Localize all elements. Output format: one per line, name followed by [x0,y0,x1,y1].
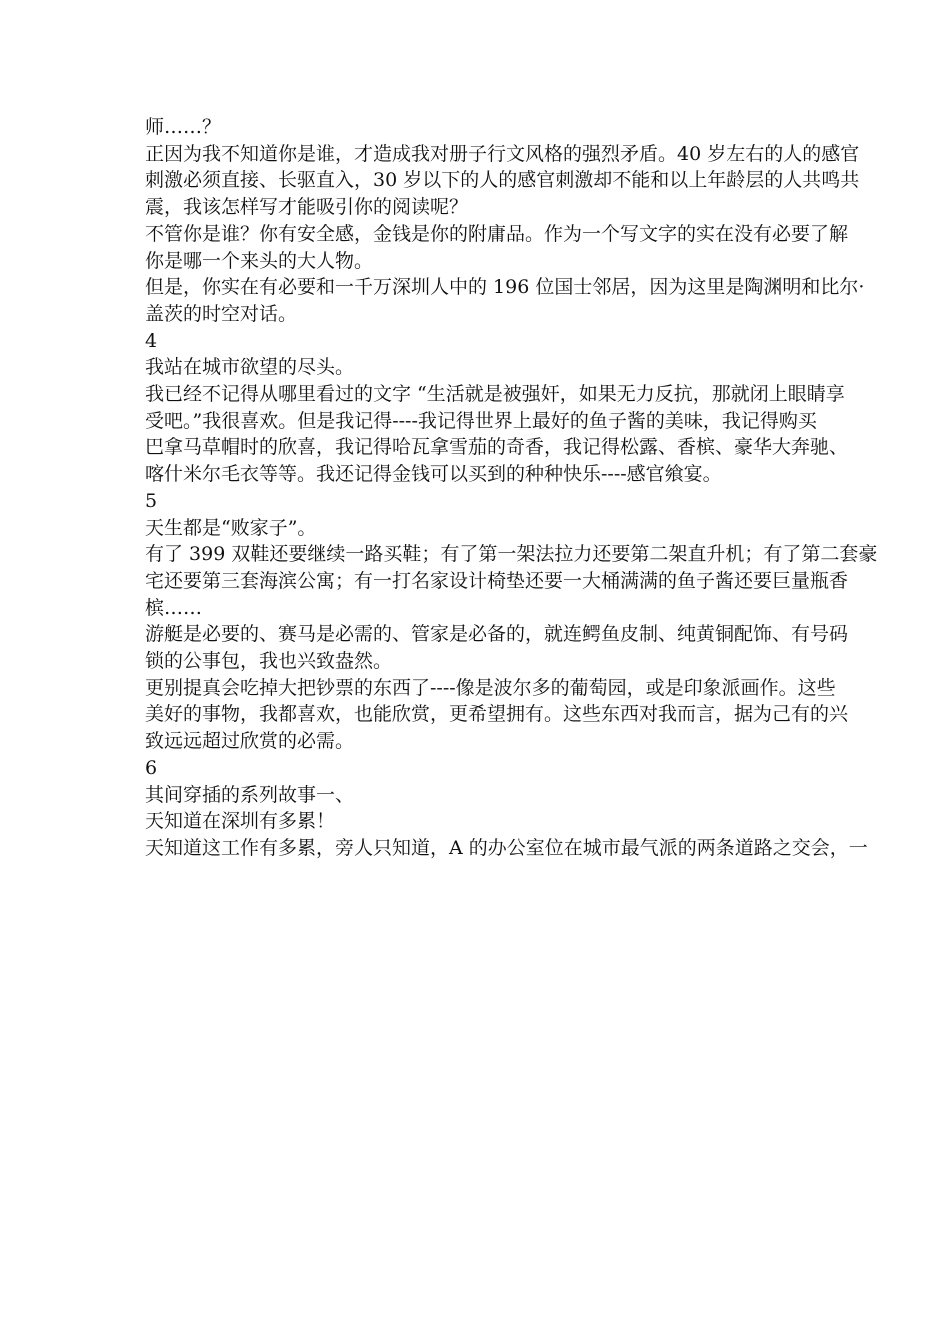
text-line: 美好的事物，我都喜欢，也能欣赏，更希望拥有。这些东西对我而言，据为己有的兴 [145,703,849,726]
document-body [145,114,878,862]
section-number: 6 [145,756,158,779]
text-line: 天知道在深圳有多累！ [145,810,336,833]
text-line: 你是哪一个来头的大人物。 [145,249,374,272]
text-line: 刺激必须直接、长驱直入，30 岁以下的人的感官刺激却不能和以上年龄层的人共鸣共 [145,169,860,192]
text-line: 震，我该怎样写才能吸引你的阅读呢？ [145,196,469,219]
text-line: 致远远超过欣赏的必需。 [145,730,355,753]
text-line: 槟…… [145,596,203,619]
text-line: 师……？ [145,116,222,138]
text-line: 锁的公事包，我也兴致盎然。 [145,650,393,673]
text-line: 不管你是谁？你有安全感，金钱是你的附庸品。作为一个写文字的实在没有必要了解 [145,222,849,245]
text-line: 有了 399 双鞋还要继续一路买鞋；有了第一架法拉力还要第二架直升机；有了第二套豪 [145,543,878,566]
text-line: 宅还要第三套海滨公寓；有一打名家设计椅垫还要一大桶满满的鱼子酱还要巨量瓶香 [145,569,849,592]
text-line: 喀什米尔毛衣等等。我还记得金钱可以买到的种种快乐----感官飨宴。 [145,463,722,486]
section-number: 5 [145,489,158,512]
text-line: 但是，你实在有必要和一千万深圳人中的 196 位国士邻居，因为这里是陶渊明和比尔· [145,276,865,299]
text-line: 正因为我不知道你是谁，才造成我对册子行文风格的强烈矛盾。40 岁左右的人的感官 [145,142,860,165]
section-number: 4 [145,329,158,352]
text-line: 受吧。”我很喜欢。但是我记得----我记得世界上最好的鱼子酱的美味，我记得购买 [145,409,817,432]
text-line: 游艇是必要的、赛马是必需的、管家是必备的，就连鳄鱼皮制、纯黄铜配饰、有号码 [145,623,849,646]
text-line: 我已经不记得从哪里看过的文字 “生活就是被强奸，如果无力反抗，那就闭上眼睛享 [145,383,845,406]
text-line: 其间穿插的系列故事一、 [145,783,355,806]
text-line: 天生都是“败家子”。 [145,516,317,539]
text-line: 更别提真会吃掉大把钞票的东西了----像是波尔多的葡萄园，或是印象派画作。这些 [145,676,836,699]
text-line: 巴拿马草帽时的欣喜，我记得哈瓦拿雪茄的奇香，我记得松露、香槟、豪华大奔驰、 [145,436,849,459]
text-line: 天知道这工作有多累，旁人只知道，A 的办公室位在城市最气派的两条道路之交会，一 [145,836,868,859]
text-line: 我站在城市欲望的尽头。 [145,356,355,379]
text-line: 盖茨的时空对话。 [145,302,298,325]
